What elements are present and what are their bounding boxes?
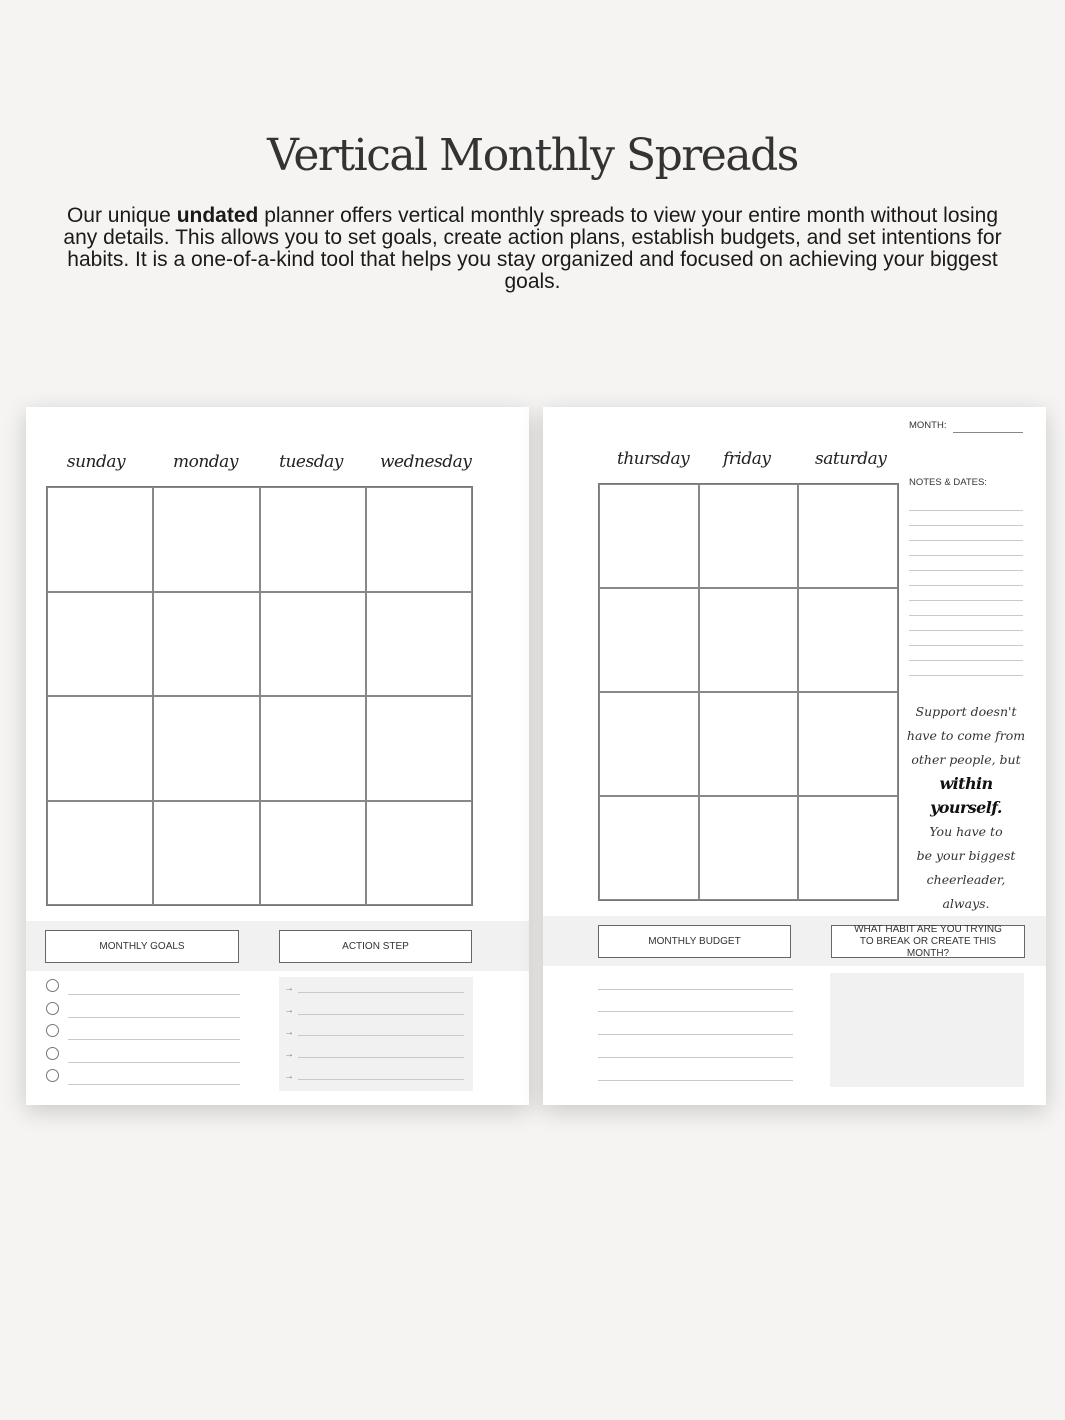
right-planner-page (543, 407, 1046, 1105)
calendar-cell[interactable] (47, 801, 153, 906)
quote-line: Support doesn't (915, 704, 1017, 719)
calendar-cell[interactable] (153, 801, 259, 906)
calendar-cell[interactable] (153, 487, 259, 592)
calendar-cell[interactable] (798, 692, 898, 796)
arrow-icon: → (284, 983, 294, 994)
quote-line: have to come from (906, 728, 1026, 743)
notes-line[interactable] (909, 510, 1023, 511)
calendar-cell[interactable] (599, 796, 699, 900)
calendar-cell[interactable] (260, 592, 366, 697)
notes-line[interactable] (909, 660, 1023, 661)
calendar-cell[interactable] (366, 696, 472, 801)
budget-line[interactable] (598, 1080, 793, 1081)
day-label-wednesday: wednesday (380, 452, 472, 472)
calendar-grid-left (46, 486, 473, 906)
action-step-label: ACTION STEP (279, 930, 472, 963)
notes-line[interactable] (909, 570, 1023, 571)
notes-line[interactable] (909, 615, 1023, 616)
monthly-goals-label: MONTHLY GOALS (45, 930, 239, 963)
calendar-cell[interactable] (699, 692, 799, 796)
calendar-cell[interactable] (798, 588, 898, 692)
calendar-cell[interactable] (260, 487, 366, 592)
notes-line[interactable] (909, 675, 1023, 676)
arrow-icon: → (284, 1071, 294, 1082)
desc-start: Our unique (66, 204, 177, 227)
budget-line[interactable] (598, 1034, 793, 1035)
notes-line[interactable] (909, 555, 1023, 556)
day-label-tuesday: tuesday (279, 452, 343, 472)
quote-emphasis: within yourself. (930, 774, 1002, 817)
calendar-cell[interactable] (699, 588, 799, 692)
arrow-icon: → (284, 1049, 294, 1060)
desc-end: planner offers vertical monthly spreads to view your entire month without losing any details. This allows you to set goals, create action plans, establish budgets, and set intentions for habits. It is a one-of-a-kind tool that helps you stay organized and focused on achieving your biggest goals. (63, 204, 1002, 293)
budget-line[interactable] (598, 1011, 793, 1012)
calendar-cell[interactable] (599, 484, 699, 588)
day-label-monday: monday (173, 452, 238, 472)
calendar-cell[interactable] (798, 484, 898, 588)
calendar-cell[interactable] (47, 592, 153, 697)
desc-bold: undated (176, 204, 259, 227)
notes-line[interactable] (909, 600, 1023, 601)
calendar-cell[interactable] (798, 796, 898, 900)
calendar-cell[interactable] (153, 696, 259, 801)
notes-line[interactable] (909, 585, 1023, 586)
goal-checkbox[interactable] (46, 1024, 59, 1037)
calendar-cell[interactable] (47, 696, 153, 801)
action-line[interactable] (298, 992, 464, 993)
day-label-friday: friday (723, 449, 771, 469)
notes-dates-label: NOTES & DATES: (909, 477, 987, 488)
calendar-cell[interactable] (366, 487, 472, 592)
habit-question-label: WHAT HABIT ARE YOU TRYING TO BREAK OR CREATE THIS MONTH? (831, 925, 1025, 958)
quote-line: cheerleader, always. (926, 872, 1006, 911)
arrow-icon: → (284, 1027, 294, 1038)
habit-answer-box[interactable] (830, 973, 1024, 1087)
goal-line[interactable] (68, 1017, 240, 1018)
goal-checkbox[interactable] (46, 1047, 59, 1060)
calendar-cell[interactable] (699, 796, 799, 900)
day-label-sunday: sunday (66, 452, 126, 472)
notes-line[interactable] (909, 645, 1023, 646)
budget-line[interactable] (598, 989, 793, 990)
goal-line[interactable] (68, 994, 240, 995)
calendar-cell[interactable] (366, 592, 472, 697)
action-line[interactable] (298, 1057, 464, 1058)
quote-line: be your biggest (916, 848, 1016, 863)
calendar-cell[interactable] (153, 592, 259, 697)
calendar-cell[interactable] (366, 801, 472, 906)
calendar-cell[interactable] (599, 692, 699, 796)
goal-line[interactable] (68, 1062, 240, 1063)
goal-checkbox[interactable] (46, 1002, 59, 1015)
goal-checkbox[interactable] (46, 979, 59, 992)
calendar-grid-right (598, 483, 899, 901)
month-label: MONTH: (909, 420, 947, 431)
notes-line[interactable] (909, 630, 1023, 631)
calendar-cell[interactable] (260, 696, 366, 801)
action-line[interactable] (298, 1079, 464, 1080)
action-line[interactable] (298, 1035, 464, 1036)
month-field-line[interactable] (953, 432, 1023, 433)
calendar-cell[interactable] (699, 484, 799, 588)
page-title: Vertical Monthly Spreads (267, 130, 798, 181)
calendar-cell[interactable] (260, 801, 366, 906)
arrow-icon: → (284, 1005, 294, 1016)
budget-line[interactable] (598, 1057, 793, 1058)
action-step-box (279, 977, 473, 1091)
calendar-cell[interactable] (47, 487, 153, 592)
quote-line: other people, but (911, 752, 1021, 767)
description (55, 205, 1010, 293)
day-label-saturday: saturday (815, 449, 887, 469)
calendar-cell[interactable] (599, 588, 699, 692)
goal-line[interactable] (68, 1039, 240, 1040)
motivational-quote (905, 700, 1027, 916)
left-planner-page (26, 407, 529, 1105)
action-line[interactable] (298, 1014, 464, 1015)
goal-line[interactable] (68, 1084, 240, 1085)
notes-line[interactable] (909, 540, 1023, 541)
monthly-budget-label: MONTHLY BUDGET (598, 925, 791, 958)
quote-line: You have to (929, 824, 1003, 839)
goal-checkbox[interactable] (46, 1069, 59, 1082)
day-label-thursday: thursday (617, 449, 690, 469)
notes-line[interactable] (909, 525, 1023, 526)
